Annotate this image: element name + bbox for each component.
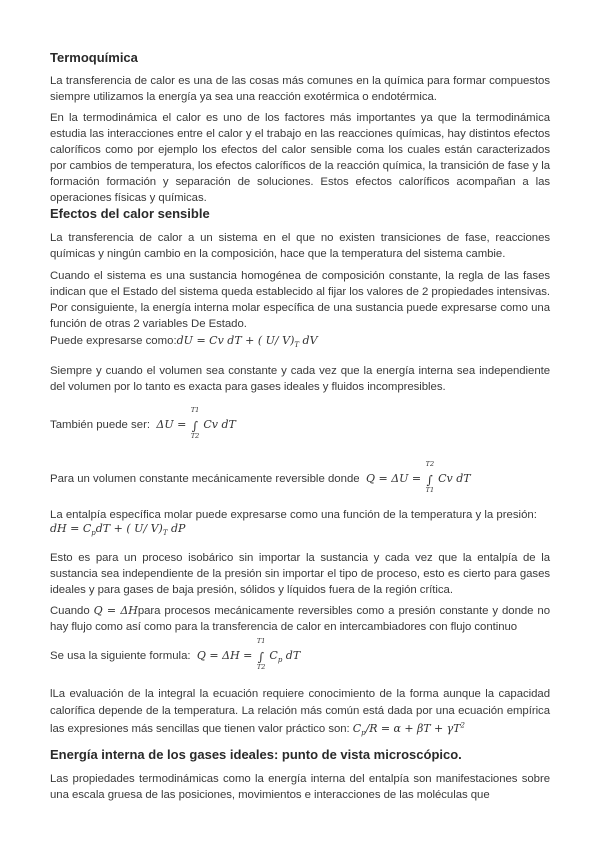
paragraph-cuando-q: Cuando Q = ΔHpara procesos mecánicamente reversibles como a presión constante y donde no hay flujo como así como para la transferencia de calor en intercambiadores con flujo continuo xyxy=(50,604,551,633)
paragraph-termodinamica: En la termodinámica el calor es uno de los factores más importantes ya que la termodinámica estudia las interacciones entre el calor y el trabajo en las reacciones químicas, hay distintos efectos caloríficos como por ejemplo los efectos del calor sensible coma los cuales están caracterizados por cambios de temperatura, los efectos caloríficos de la reacción química, la transición de fase y la formación formación y separación de soluciones. Estos efectos caloríficos acompañan a las operaciones físicas y químicas. xyxy=(50,112,550,204)
paragraph-intro: La transferencia de calor es una de las cosas más comunes en la química para formar compuestos siempre utilizamos la energía ya sea una reacción exotérmica o endotérmica. xyxy=(50,75,550,103)
paragraph-isobarico: Esto es para un proceso isobárico sin importar la sustancia y cada vez que la entalpía de la sustancia sea independiente de la presión sin importar el tipo de proceso, esto es cierto para gases ideales y para gases de baja presión, sólidos y líquidos fuera de la región crítica. xyxy=(50,552,550,596)
equation-lead-text: Para un volumen constante mecánicamente reversible donde xyxy=(50,473,360,485)
equation-lead-text: La entalpía específica molar puede expresarse como una función de la temperatura y la presión: xyxy=(50,509,537,521)
heading-energia-interna: Energía interna de los gases ideales: punto de vista microscópico. xyxy=(50,747,462,762)
equation-delta-u: ΔU = ∫ T1 T2 Cv dT xyxy=(156,406,236,440)
paragraph-entalpia xyxy=(50,509,550,538)
equation-lead-text: También puede ser: xyxy=(50,419,151,431)
equation-dh: dH = $C_pdT$ + ( U/ $V)_T$ dP xyxy=(50,522,186,538)
paragraph-sustancia-homogenea: Cuando el sistema es una sustancia homogénea de composición constante, la regla de las fases indican que el Estado del sistema queda establecido al fijar los valores de 2 propiedades intensivas. Por consiguiente, la energía interna molar específica de una sustancia puede expresarse como una función de otras 2 variables De Estado. xyxy=(50,270,550,330)
heading-calor-sensible: Efectos del calor sensible xyxy=(50,206,210,221)
equation-line-du xyxy=(50,334,550,350)
paragraph-transferencia: La transferencia de calor a un sistema en el que no existen transiciones de fase, reacciones químicas y ningún cambio en la composición, hace que la temperatura del sistema cambie. xyxy=(50,232,550,260)
equation-line-q-delta-h xyxy=(50,637,550,671)
equation-line-q-delta-u xyxy=(50,460,550,494)
heading-termoquimica: Termoquímica xyxy=(50,50,138,65)
integral-sign: ∫ T1 T2 xyxy=(256,637,266,671)
equation-du: dU = Cv dT + ( U/ $V)_T$ dV xyxy=(176,334,318,350)
equation-lead-text: Puede expresarse como: xyxy=(50,335,177,347)
paragraph-propiedades: Las propiedades termodinámicas como la energía interna del entalpía son manifestaciones sobre una escala gruesa de las posiciones, movimientos e interacciones de las moléculas que xyxy=(50,773,550,801)
equation-q-delta-h: Q = ΔH = ∫ T1 T2 $C_p$ dT xyxy=(196,637,301,671)
equation-cp: $C_p/R = \alpha + \beta T + \gamma T^2$ xyxy=(352,721,465,738)
equation-line-delta-u xyxy=(50,406,550,440)
equation-q-delta-u: Q = ΔU = ∫ T2 T1 Cv dT xyxy=(365,460,471,494)
integral-sign: ∫ T1 T2 xyxy=(190,406,200,440)
equation-lead-text: Se usa la siguiente formula: xyxy=(50,650,191,662)
paragraph-volumen-constante: Siempre y cuando el volumen sea constante y cada vez que la energía interna sea independiente del volumen por lo tanto es exacta para gases ideales y fluidos incompresibles. xyxy=(50,365,550,393)
paragraph-evaluacion: lLa evaluación de la integral la ecuación requiere conocimiento de la forma aunque la capacidad calorífica depende de la temperatura. La relación más común está dada por una ecuación empírica las expresiones más sencillas que tienen valor práctico son: $C_p/R = \alpha + \beta T + \gamma T^2$ xyxy=(50,688,550,738)
integral-sign: ∫ T2 T1 xyxy=(425,460,435,494)
